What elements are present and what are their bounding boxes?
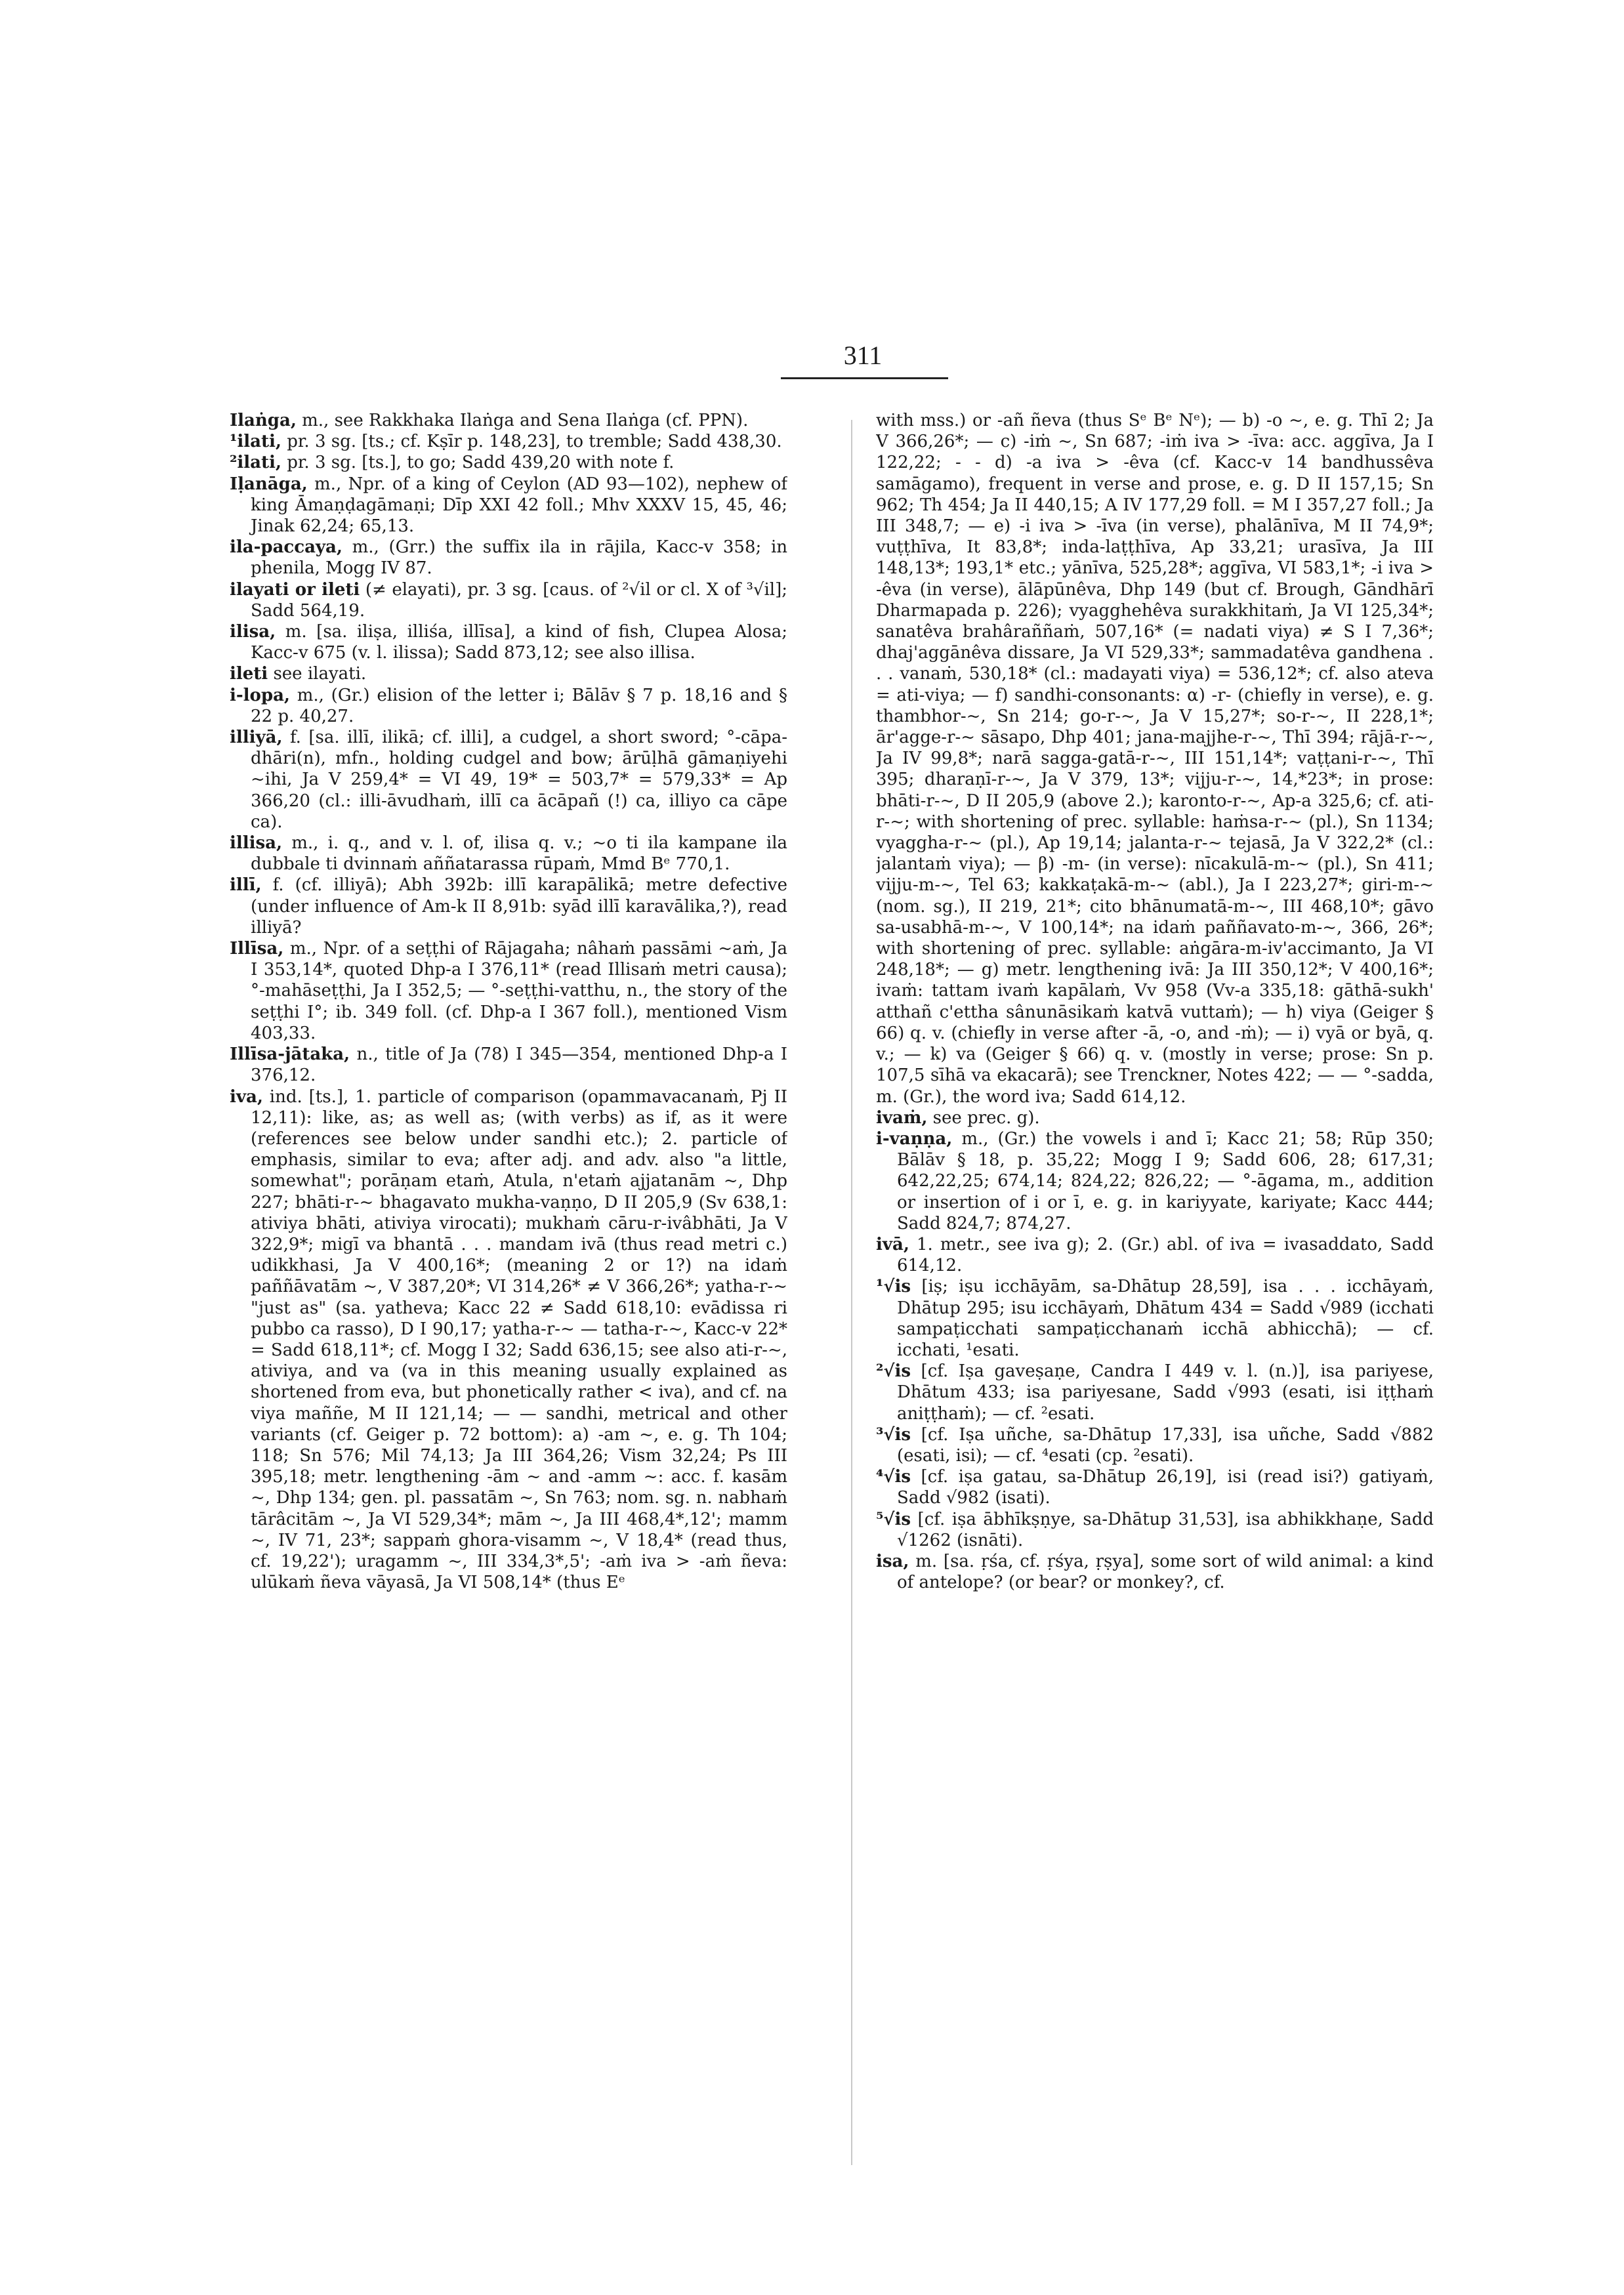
- dictionary-entry: [876, 1466, 1434, 1508]
- entry-body: m. [sa. ṛśa, cf. ṛśya, ṛṣya], some sort of wild animal: a kind of antelope? (or bear? or monkey?, cf.: [897, 1551, 1434, 1593]
- column-divider: [851, 420, 852, 2165]
- dictionary-entry: [230, 431, 787, 452]
- entry-body: [cf. Iṣa uñche, sa-Dhātup 17,33], isa uñche, Sadd √882 (esati, isi); — cf. ⁴esati (cp. ²esati).: [897, 1424, 1434, 1466]
- entry-body: with mss.) or -añ ñeva (thus Sᵉ Bᵉ Nᵉ); — b) -o ~, e. g. Thī 2; Ja V 366,26*; — c) -iṁ ~, Sn 687; -iṁ iva > -īva: acc. aggīva, Ja I 122,22; - - d) -a iva > -êva (cf. Kacc-v 14 bandhussêva samāgamo), frequent in verse and prose, e. g. D II 157,15; Sn 962; Th 454; Ja II 440,15; A IV 177,29 foll. = M I 357,27 foll.; Ja III 348,7; — e) -i iva > -īva (in verse), phalānīva, M II 74,9*; vuṭṭhīva, It 83,8*; inda-laṭṭhīva, Ap 33,21; urasīva, Ja III 148,13*; 193,1* etc.; yānīva, 525,28*; aggīva, VI 583,1*; -i iva > -êva (in verse), ālāpūnêva, Dhp 149 (but cf. Brough, Gāndhārī Dharmapada p. 226); vyagghehêva surakkhitaṁ, Ja VI 125,34*; sanatêva brahâraññaṁ, 507,16* (= nadati viya) ≠ S I 7,36*; dhaj'aggānêva dissare, Ja VI 529,33*; sammadatêva gandhena . . . vanaṁ, 530,18* (cl.: madayati viya) = 536,12*; cf. also ateva = ati-viya; — f) sandhi-consonants: α) -r- (chiefly in verse), e. g. thambhor-~, Sn 214; go-r-~, Ja V 15,27*; so-r-~, II 228,1*; ār'agge-r-~ sāsapo, Dhp 401; jana-majjhe-r-~, Thī 394; rājā-r-~, Ja IV 99,8*; narā sagga-gatā-r-~, III 151,14*; vaṭṭani-r-~, Thī 395; dharaṇī-r-~, Ja V 379, 13*; vijju-r-~, 14,*23*; in prose: bhāti-r-~, D II 205,9 (above 2.); karonto-r-~, Ap-a 325,6; cf. ati-r-~; with shortening of prec. syllable: haṁsa-r-~ (pl.), Sn 1134; vyaggha-r-~ (pl.), Ap 19,14; jalanta-r-~ tejasā, Ja V 322,2* (cl.: jalantaṁ viya); — β) -m- (in verse): nīcakulā-m-~ (pl.), Sn 411; vijju-m-~, Tel 63; kakkaṭakā-m-~ (abl.), Ja I 223,27*; giri-m-~ (nom. sg.), II 219, 21*; cito bhānumatā-m-~, III 468,10*; gāvo sa-usabhā-m-~, V 100,14*; na idaṁ paññavato-m-~, 366, 26*; with shortening of prec. syllable: aṅgāra-m-iv'accimanto, Ja VI 248,18*; — g) metr. lengthening ivā: Ja III 350,12*; V 400,16*; ivaṁ: tattam ivaṁ kapālaṁ, Vv 958 (Vv-a 335,18: gāthā-sukh' atthañ c'ettha sânunāsikaṁ katvā vuttaṁ); — h) viya (Geiger § 66) q. v. (chiefly in verse after -ā, -o, and -ṁ); — i) vyā or byā, q. v.; — k) va (Geiger § 66) q. v. (mostly in verse; prose: Sn p. 107,5 sīhā va ekacarā); see Trenckner, Notes 422; — — °-sadda, m. (Gr.), the word iva; Sadd 614,12.: [876, 411, 1434, 1107]
- entry-headword: Ilaṅga,: [230, 411, 297, 430]
- entry-body: (≠ elayati), pr. 3 sg. [caus. of ²√il or cl. X of ³√il]; Sadd 564,19.: [251, 579, 787, 621]
- entry-headword: Illīsa-jātaka,: [230, 1044, 350, 1065]
- entry-body: pr. 3 sg. [ts.], to go; Sadd 439,20 with note f.: [287, 453, 675, 473]
- entry-headword: illī,: [230, 875, 262, 896]
- left-column: [230, 410, 787, 2234]
- entry-headword: ivaṁ,: [876, 1107, 928, 1128]
- entry-headword: isa,: [876, 1551, 909, 1571]
- entry-body: f. [sa. illī, ilikā; cf. illi], a cudgel, a short sword; °-cāpa-dhāri(n), mfn., holding cudgel and bow; ārūḷhā gāmaṇiyehi ~ihi, Ja V 259,4* = VI 49, 19* = 503,7* = 579,33* = Ap 366,20 (cl.: illi-āvudhaṁ, illī ca ācāpañ (!) ca, illiyo ca cāpe ca).: [251, 728, 787, 832]
- entry-body: m., (Grr.) the suffix ila in rājila, Kacc-v 358; in phenila, Mogg IV 87.: [251, 537, 787, 579]
- entry-body: m., (Gr.) the vowels i and ī; Kacc 21; 58; Rūp 350; Bālāv § 18, p. 35,22; Mogg I 9; Sadd 606, 28; 617,31; 642,22,25; 674,14; 824,22; 826,22; — °-āgama, m., addition or insertion of i or ī, e. g. in kariyyate, kariyate; Kacc 444; Sadd 824,7; 874,27.: [897, 1128, 1434, 1233]
- entry-headword: i-vaṇṇa,: [876, 1128, 953, 1149]
- dictionary-entry: [876, 1509, 1434, 1551]
- entry-headword: ilayati or ileti: [230, 579, 360, 600]
- dictionary-entry: [230, 833, 787, 875]
- dictionary-entry: [230, 685, 787, 727]
- right-column: [876, 410, 1434, 2234]
- dictionary-entry: [876, 1276, 1434, 1361]
- entry-body: [cf. iṣa gatau, sa-Dhātup 26,19], isi (read isi?) gatiyaṁ, Sadd √982 (isati).: [897, 1467, 1434, 1508]
- entry-body: m., Npr. of a king of Ceylon (AD 93—102), nephew of king Āmaṇḍagāmaṇi; Dīp XXI 42 foll.; Mhv XXXV 15, 45, 46; Jinak 62,24; 65,13.: [251, 474, 787, 537]
- entry-headword: ²√is: [876, 1361, 911, 1382]
- entry-body: m. [sa. iliṣa, illiśa, illīsa], a kind of fish, Clupea Alosa; Kacc-v 675 (v. l. ilissa); Sadd 873,12; see also illisa.: [251, 622, 787, 663]
- dictionary-entry: [230, 621, 787, 663]
- entry-body: f. (cf. illiyā); Abh 392b: illī karapālikā; metre defective (under influence of Am-k II 8,91b: syād illī karavālika,?), read illiyā?: [251, 875, 787, 938]
- entry-body: see prec. g).: [932, 1107, 1040, 1128]
- dictionary-entry: [230, 452, 787, 473]
- dictionary-entry: [876, 1234, 1434, 1276]
- entry-headword: Illīsa,: [230, 939, 284, 959]
- dictionary-entry: [230, 474, 787, 537]
- entry-body: m., Npr. of a seṭṭhi of Rājagaha; nâhaṁ passāmi ~aṁ, Ja I 353,14*, quoted Dhp-a I 376,11* (read Illisaṁ metri causa); °-mahāseṭṭhi, Ja I 352,5; — °-seṭṭhi-vatthu, n., the story of the seṭṭhi I°; ib. 349 foll. (cf. Dhp-a I 367 foll.), mentioned Vism 403,33.: [251, 939, 787, 1043]
- entry-body: n., title of Ja (78) I 345—354, mentioned Dhp-a I 376,12.: [251, 1044, 787, 1086]
- entry-headword: illisa,: [230, 833, 283, 854]
- entry-body: [cf. iṣa ābhīkṣṇye, sa-Dhātup 31,53], isa abhikkhaṇe, Sadd √1262 (isnāti).: [897, 1509, 1434, 1550]
- dictionary-entry: [876, 1128, 1434, 1234]
- entry-headword: iva,: [230, 1086, 263, 1107]
- dictionary-entry: [230, 1086, 787, 1594]
- entry-headword: ¹√is: [876, 1277, 911, 1297]
- entry-body: m., (Gr.) elision of the letter i; Bālāv § 7 p. 18,16 and § 22 p. 40,27.: [251, 685, 787, 726]
- entry-headword: ila-paccaya,: [230, 537, 343, 558]
- dictionary-entry: [230, 938, 787, 1044]
- entry-headword: ilisa,: [230, 622, 276, 642]
- dictionary-entry: [230, 410, 787, 431]
- dictionary-entry: [230, 1044, 787, 1086]
- header-rule: [781, 377, 948, 379]
- entry-headword: ¹ilati,: [230, 432, 281, 452]
- dictionary-entry: [876, 410, 1434, 1107]
- dictionary-entry: [876, 1361, 1434, 1424]
- entry-body: m., see Rakkhaka Ilaṅga and Sena Ilaṅga (cf. PPN).: [302, 411, 749, 430]
- entry-headword: ivā,: [876, 1234, 909, 1254]
- entry-headword: illiyā,: [230, 728, 283, 748]
- dictionary-entry: [230, 579, 787, 621]
- dictionary-entry: [230, 537, 787, 579]
- entry-headword: i-lopa,: [230, 685, 290, 705]
- entry-body: m., i. q., and v. l. of, ilisa q. v.; ~o ti ila kampane ila dubbale ti dvinnaṁ aññatarassa rūpaṁ, Mmd Bᵉ 770,1.: [251, 833, 787, 875]
- entry-body: [iṣ; iṣu icchāyām, sa-Dhātup 28,59], isa . . . icchāyaṁ, Dhātup 295; isu icchāyaṁ, Dhātum 434 = Sadd √989 (icchati sampaṭicchati sampaṭicchanaṁ icchā abhicchā); — cf. icchati, ¹esati.: [897, 1277, 1434, 1360]
- page-number: 311: [843, 341, 883, 370]
- entry-headword: ⁵√is: [876, 1509, 911, 1529]
- entry-headword: ⁴√is: [876, 1467, 911, 1487]
- dictionary-entry: [876, 1107, 1434, 1128]
- entry-body: ind. [ts.], 1. particle of comparison (opammavacanaṁ, Pj II 12,11): like, as; as well as; (with verbs) as if, as it were (references see below under sandhi etc.); 2. particle of emphasis, similar to eva; after adj. and adv. also "a little, somewhat"; porāṇam etaṁ, Atula, n'etaṁ ajjatanām ~, Dhp 227; bhāti-r-~ bhagavato mukha-vaṇṇo, D II 205,9 (Sv 638,1: ativiya bhāti, ativiya virocati); mukhaṁ cāru-r-ivâbhāti, Ja V 322,9*; migī va bhantā . . . mandam ivā (thus read metri c.) udikkhasi, Ja V 400,16*; (meaning 2 or 1?) na idaṁ paññāvatām ~, V 387,20*; VI 314,26* ≠ V 366,26*; yatha-r-~ "just as" (sa. yatheva; Kacc 22 ≠ Sadd 618,10: evādissa ri pubbo ca rasso), D I 90,17; yatha-r-~ — tatha-r-~, Kacc-v 22* = Sadd 618,11*; cf. Mogg I 32; Sadd 636,15; see also ati-r-~, ativiya, and va (va in this meaning usually explained as shortened from eva, but phonetically rather < iva), and cf. na viya maññe, M II 121,14; — — sandhi, metrical and other variants (cf. Geiger p. 72 bottom): a) -am ~, e. g. Th 104; 118; Sn 576; Mil 74,13; Ja III 364,26; Vism 32,24; Ps III 395,18; metr. lengthening -ām ~ and -amm ~: acc. f. kasām ~, Dhp 134; gen. pl. passatām ~, Sn 763; nom. sg. n. nabhaṁ tārâcitām ~, Ja VI 529,34*; mām ~, Ja III 468,4*,12'; mamm ~, IV 71, 23*; sappaṁ ghora-visamm ~, V 18,4* (read thus, cf. 19,22'); uragamm ~, III 334,3*,5'; -aṁ iva > -aṁ ñeva: ulūkaṁ ñeva vāyasā, Ja VI 508,14* (thus Eᵉ: [251, 1086, 787, 1593]
- entry-headword: ³√is: [876, 1424, 911, 1445]
- dictionary-entry: [230, 875, 787, 938]
- entry-headword: ²ilati,: [230, 453, 281, 473]
- dictionary-entry: [230, 663, 787, 684]
- entry-body: pr. 3 sg. [ts.; cf. Kṣīr p. 148,23], to tremble; Sadd 438,30.: [287, 432, 782, 452]
- dictionary-entry: [230, 727, 787, 833]
- dictionary-entry: [876, 1551, 1434, 1593]
- dictionary-entry: [876, 1424, 1434, 1466]
- entry-body: [cf. Iṣa gaveṣaṇe, Candra I 449 v. l. (n.)], isa pariyese, Dhātum 433; isa pariyesane, Sadd √993 (esati, isi iṭṭhaṁ aniṭṭhaṁ); — cf. ²esati.: [897, 1361, 1434, 1424]
- entry-body: see ilayati.: [273, 664, 367, 684]
- entry-body: 1. metr., see iva g); 2. (Gr.) abl. of iva = ivasaddato, Sadd 614,12.: [897, 1234, 1434, 1276]
- entry-headword: Iḷanāga,: [230, 474, 308, 494]
- entry-headword: ileti: [230, 664, 268, 684]
